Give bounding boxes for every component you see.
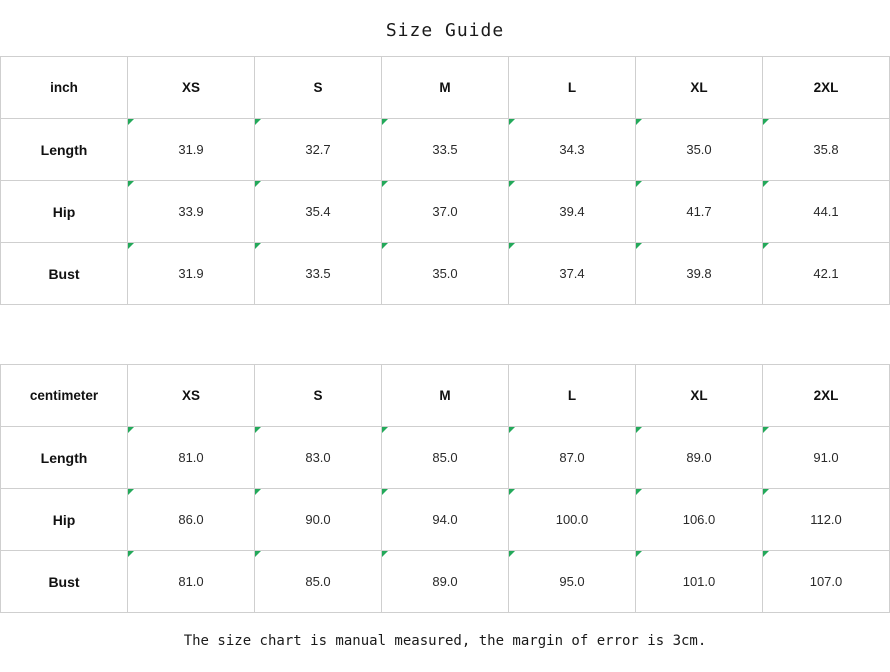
cell-length-xs: 31.9	[128, 119, 255, 181]
row-label-hip: Hip	[1, 181, 128, 243]
size-table-centimeter	[0, 364, 890, 613]
cell-hip-2xl: 44.1	[763, 181, 890, 243]
cell-length-2xl: 91.0	[763, 427, 890, 489]
table-header-row	[1, 57, 890, 119]
measurement-note: The size chart is manual measured, the margin of error is 3cm.	[183, 633, 707, 649]
cell-hip-xs: 33.9	[128, 181, 255, 243]
cell-length-m: 33.5	[382, 119, 509, 181]
cell-hip-xs: 86.0	[128, 489, 255, 551]
column-header-2xl: 2XL	[763, 57, 890, 119]
cell-length-2xl: 35.8	[763, 119, 890, 181]
table-row	[1, 551, 890, 613]
table-row	[1, 243, 890, 305]
column-header-xl: XL	[636, 57, 763, 119]
cell-hip-m: 94.0	[382, 489, 509, 551]
cell-length-m: 85.0	[382, 427, 509, 489]
cell-bust-l: 95.0	[509, 551, 636, 613]
cell-hip-m: 37.0	[382, 181, 509, 243]
cell-hip-2xl: 112.0	[763, 489, 890, 551]
unit-label-inch: inch	[1, 57, 128, 119]
cell-bust-xl: 101.0	[636, 551, 763, 613]
cell-hip-l: 100.0	[509, 489, 636, 551]
table-row	[1, 427, 890, 489]
cell-length-l: 34.3	[509, 119, 636, 181]
cell-bust-xs: 31.9	[128, 243, 255, 305]
row-label-length: Length	[1, 119, 128, 181]
table-separator	[0, 305, 890, 364]
column-header-l: L	[509, 365, 636, 427]
column-header-m: M	[382, 365, 509, 427]
size-table-inch	[0, 56, 890, 305]
table-row	[1, 119, 890, 181]
cell-bust-s: 85.0	[255, 551, 382, 613]
table-row	[1, 181, 890, 243]
cell-bust-2xl: 107.0	[763, 551, 890, 613]
cell-hip-s: 90.0	[255, 489, 382, 551]
unit-label-centimeter: centimeter	[1, 365, 128, 427]
row-label-length: Length	[1, 427, 128, 489]
cell-bust-m: 89.0	[382, 551, 509, 613]
column-header-s: S	[255, 57, 382, 119]
column-header-xs: XS	[128, 57, 255, 119]
cell-bust-m: 35.0	[382, 243, 509, 305]
table-row	[1, 489, 890, 551]
cell-length-s: 83.0	[255, 427, 382, 489]
cell-hip-s: 35.4	[255, 181, 382, 243]
column-header-xl: XL	[636, 365, 763, 427]
cell-length-xl: 35.0	[636, 119, 763, 181]
cell-bust-xs: 81.0	[128, 551, 255, 613]
column-header-xs: XS	[128, 365, 255, 427]
cell-hip-xl: 106.0	[636, 489, 763, 551]
column-header-s: S	[255, 365, 382, 427]
column-header-m: M	[382, 57, 509, 119]
cell-bust-xl: 39.8	[636, 243, 763, 305]
cell-length-l: 87.0	[509, 427, 636, 489]
table-header-row	[1, 365, 890, 427]
cell-bust-l: 37.4	[509, 243, 636, 305]
column-header-l: L	[509, 57, 636, 119]
cell-hip-l: 39.4	[509, 181, 636, 243]
column-header-2xl: 2XL	[763, 365, 890, 427]
row-label-hip: Hip	[1, 489, 128, 551]
row-label-bust: Bust	[1, 243, 128, 305]
cell-hip-xl: 41.7	[636, 181, 763, 243]
cell-length-xl: 89.0	[636, 427, 763, 489]
page-title: Size Guide	[385, 20, 505, 41]
cell-bust-s: 33.5	[255, 243, 382, 305]
cell-length-s: 32.7	[255, 119, 382, 181]
cell-length-xs: 81.0	[128, 427, 255, 489]
row-label-bust: Bust	[1, 551, 128, 613]
cell-bust-2xl: 42.1	[763, 243, 890, 305]
